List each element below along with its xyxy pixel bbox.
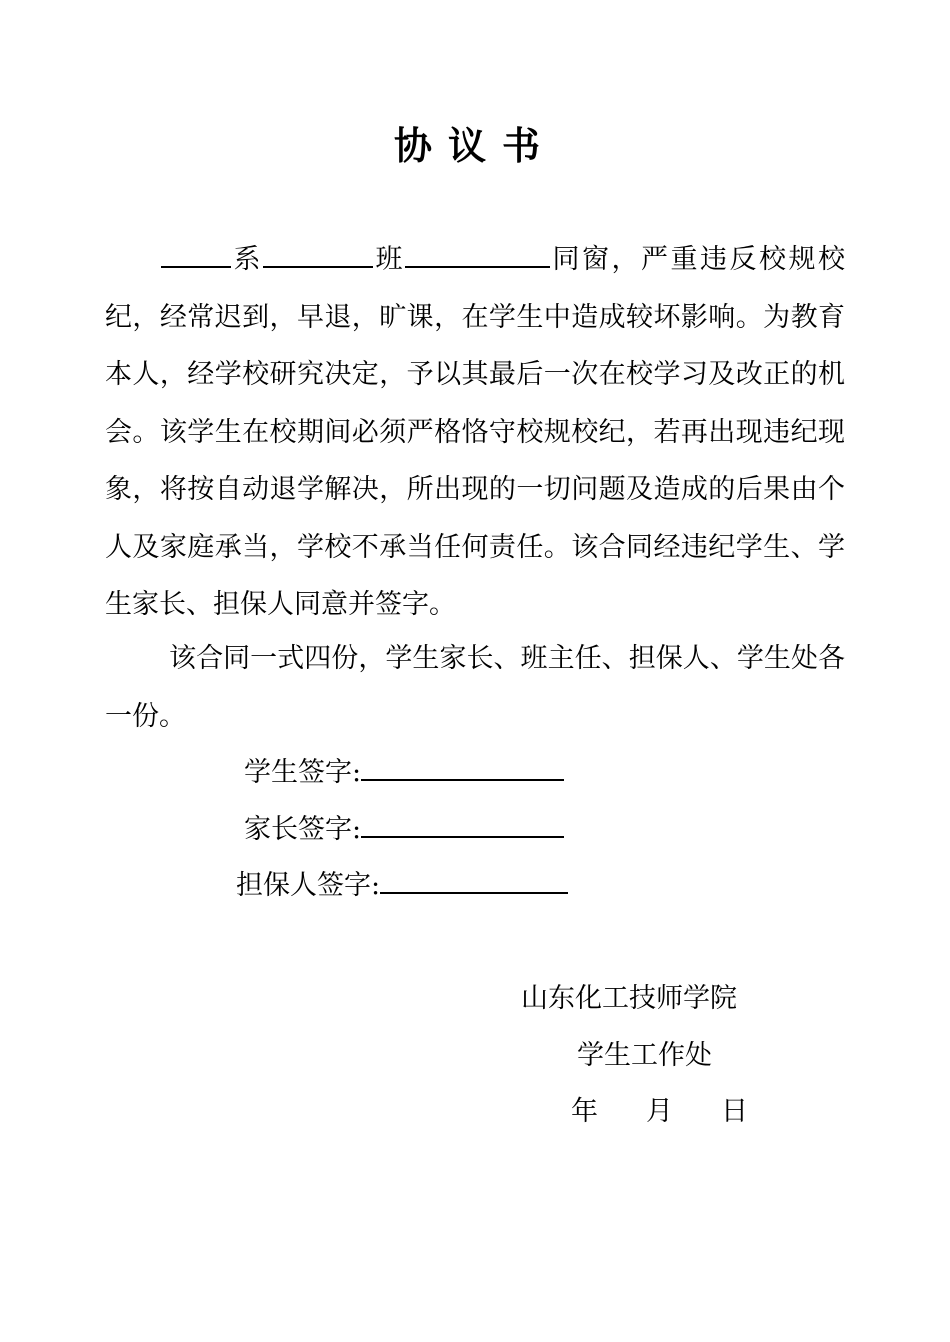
date-day: 日 <box>721 1096 748 1127</box>
parent-signature-line <box>361 810 564 838</box>
student-name-blank <box>405 244 550 268</box>
agreement-paragraph-1 <box>105 231 845 634</box>
guarantor-signature-line <box>380 866 568 894</box>
student-signature-label: 学生签字: <box>244 757 362 788</box>
class-blank <box>263 244 373 268</box>
guarantor-signature-row <box>236 866 568 906</box>
office-name: 学生工作处 <box>577 1040 712 1071</box>
student-signature-row <box>244 753 564 793</box>
guarantor-signature-label: 担保人签字: <box>236 870 381 901</box>
school-name: 山东化工技师学院 <box>521 983 737 1014</box>
student-signature-line <box>361 753 564 781</box>
date-month: 月 <box>646 1096 673 1127</box>
date-year: 年 <box>571 1096 598 1127</box>
parent-signature-row <box>244 810 564 850</box>
parent-signature-label: 家长签字: <box>244 814 362 845</box>
date-line <box>571 1092 748 1132</box>
department-label: 系 <box>231 244 263 275</box>
department-blank <box>161 244 231 268</box>
agreement-paragraph-2 <box>105 630 845 745</box>
class-label: 班 <box>373 244 405 275</box>
agreement-body-text: 同窗，严重违反校规校纪，经常迟到，早退，旷课，在学生中造成较坏影响。为教育本人，经学校研究决定，予以其最后一次在校学习及改正的机会。该学生在校期间必须严格恪守校规校纪，若再出现违纪现象，将按自动退学解决，所出现的一切问题及造成的后果由个人及家庭承当，学校不承当任何责任。该合同经违纪学生、学生家长、担保人同意并签字。 <box>105 244 845 620</box>
copies-text: 该合同一式四份，学生家长、班主任、担保人、学生处各一份。 <box>105 643 845 732</box>
document-title: 协议书 <box>393 123 556 168</box>
